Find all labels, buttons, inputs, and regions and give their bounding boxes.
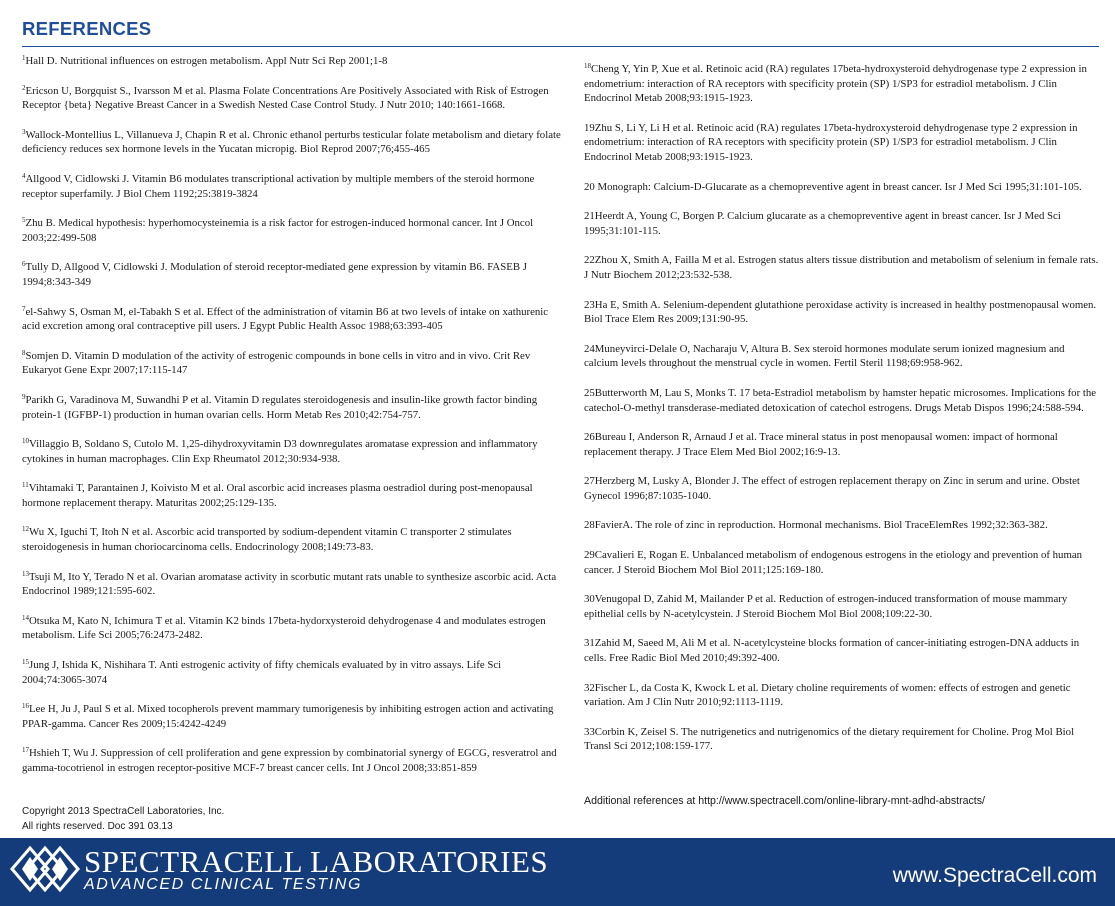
- reference-item: [22, 614, 562, 643]
- reference-number: 15: [22, 658, 29, 667]
- reference-item: [22, 437, 562, 466]
- reference-number: 7: [22, 304, 26, 313]
- reference-number: 6: [22, 260, 26, 269]
- reference-number: 10: [22, 437, 29, 446]
- reference-item: [584, 209, 1100, 238]
- reference-text: 33Corbin K, Zeisel S. The nutrigenetics and nutrigenomics of the dietary requirement for Choline. Prog Mol Biol Transl Sci 2012;108:159-177.: [584, 725, 1075, 753]
- reference-number: 2: [22, 83, 26, 92]
- reference-text: Cheng Y, Yin P, Xue et al. Retinoic acid (RA) regulates 17beta-hydroxysteroid dehydrogenase type 2 expression in endometrium: interaction of RA receptors with specificity protein (SP) 1/SP3 for estradiol metabolism. J Clin Endocrinol Metab 2008;93:1915-1923.: [584, 63, 1087, 105]
- reference-text: Wu X, Iguchi T, Itoh N et al. Ascorbic acid transported by sodium-dependent vitamin C transporter 2 stimulates steroidogenesis in human choriocarcinoma cells. Endocrinology 2008;149:73-83.: [22, 526, 512, 554]
- reference-item: [22, 172, 562, 201]
- reference-text: 24Muneyvirci-Delale O, Nacharaju V, Altura B. Sex steroid hormones modulate serum ionized magnesium and calcium levels throughout the menstrual cycle in women. Fertil Steril 1198;69:958-962.: [584, 342, 1065, 370]
- copyright-block: [22, 805, 224, 834]
- reference-item: [22, 658, 562, 687]
- reference-text: Zhu B. Medical hypothesis: hyperhomocysteinemia is a risk factor for estrogen-induced hormonal cancer. Int J Oncol 2003;22:499-508: [22, 217, 534, 244]
- reference-text: Villaggio B, Soldano S, Cutolo M. 1,25-dihydroxyvitamin D3 downregulates aromatase expression and inflammatory cytokines in human macrophages. Clin Exp Rheumatol 2012;30:934-938.: [22, 438, 538, 465]
- brand-name: SPECTRACELL LABORATORIES: [84, 844, 549, 879]
- reference-text: Allgood V, Cidlowski J. Vitamin B6 modulates transcriptional activation by multiple members of the steroid hormone receptor superfamily. J Biol Chem 1192;25:3819-3824: [22, 172, 535, 200]
- reference-text: 32Fischer L, da Costa K, Kwock L et al. Dietary choline requirements of women: effects of estrogen and genetic variation. Am J Clin Nutr 2010;92:1113-1119.: [584, 681, 1071, 709]
- reference-text: 26Bureau I, Anderson R, Arnaud J et al. Trace mineral status in post menopausal women: impact of hormonal replacement therapy. J Trace Elem Med Biol 2002;16:9-13.: [584, 431, 1058, 458]
- reference-number: 14: [22, 613, 29, 622]
- copyright-line: Copyright 2013 SpectraCell Laboratories, Inc.: [22, 806, 225, 817]
- reference-text: Otsuka M, Kato N, Ichimura T et al. Vitamin K2 binds 17beta-hydorxysteroid dehydrogenase 4 and modulates estrogen metabolism. Life Sci 2005;76:2473-2482.: [22, 614, 546, 642]
- reference-item: [584, 386, 1100, 415]
- reference-item: [584, 518, 1100, 533]
- reference-item: [584, 725, 1100, 754]
- reference-item: [22, 525, 562, 554]
- reference-item: [22, 128, 562, 157]
- reference-text: el-Sahwy S, Osman M, el-Tabakh S et al. Effect of the administration of vitamin B6 at two levels of intake on xathurenic acid excretion among oral contraceptive pill users. J Egypt Public Health Assoc 1988;63:393-405: [22, 305, 549, 333]
- reference-text: 28FavierA. The role of zinc in reproduction. Hormonal mechanisms. Biol TraceElemRes 1992;32:363-382.: [584, 519, 1048, 532]
- reference-text: Lee H, Ju J, Paul S et al. Mixed tocopherols prevent mammary tumorigenesis by inhibiting estrogen action and activating PPAR-gamma. Cancer Res 2009;15:4242-4249: [22, 703, 554, 730]
- reference-text: 25Butterworth M, Lau S, Monks T. 17 beta-Estradiol metabolism by hamster hepatic microsomes. Implications for the catechol-O-methyl transderase-mediated detoxication of catechol estrogens. Drugs Metab Dispos 1996;24:588-594.: [584, 386, 1097, 414]
- reference-item: [584, 636, 1100, 665]
- document-id-line: All rights reserved. Doc 391 03.13: [22, 820, 173, 832]
- reference-number: 8: [22, 348, 26, 357]
- reference-text: Hall D. Nutritional influences on estrogen metabolism. Appl Nutr Sci Rep 2001;1-8: [25, 55, 388, 67]
- reference-text: 29Cavalieri E, Rogan E. Unbalanced metabolism of endogenous estrogens in the etiology and prevention of human cancer. J Steroid Biochem Mol Biol 2011;125:169-180.: [584, 549, 1083, 576]
- references-right-column: [584, 62, 1100, 769]
- reference-text: Parikh G, Varadinova M, Suwandhi P et al. Vitamin D regulates steroidogenesis and insulin-like growth factor binding protein-1 (IGFBP-1) production in human ovarian cells. Horm Metab Res 2010;42:754-757.: [22, 393, 538, 421]
- references-left-column: [22, 54, 562, 791]
- reference-text: Jung J, Ishida K, Nishihara T. Anti estrogenic activity of fifty chemicals evaluated by in vitro assays. Life Sci 2004;74:3065-3074: [22, 659, 502, 686]
- reference-number: 9: [22, 392, 26, 401]
- reference-text: Vihtamaki T, Parantainen J, Koivisto M et al. Oral ascorbic acid increases plasma oestradiol during post-menopausal hormone replacement therapy. Maturitas 2002;25:129-135.: [22, 482, 533, 509]
- reference-number: 4: [22, 171, 26, 180]
- reference-item: [584, 253, 1100, 282]
- reference-item: [22, 54, 562, 69]
- footer-banner: [0, 838, 1115, 906]
- reference-number: 11: [22, 481, 29, 490]
- reference-text: 21Heerdt A, Young C, Borgen P. Calcium glucarate as a chemopreventive agent in breast cancer. Isr J Med Sci 1995;31:101-115.: [584, 210, 1061, 237]
- reference-item: [584, 681, 1100, 710]
- page-title: REFERENCES: [22, 18, 152, 39]
- reference-text: Somjen D. Vitamin D modulation of the activity of estrogenic compounds in bone cells in vitro and in vivo. Crit Rev Eukaryot Gene Expr 2007;17:115-147: [22, 349, 531, 377]
- reference-item: [584, 430, 1100, 459]
- reference-item: [584, 474, 1100, 503]
- reference-item: [584, 592, 1100, 621]
- reference-item: [22, 746, 562, 775]
- reference-item: [22, 260, 562, 289]
- reference-number: 12: [22, 525, 29, 534]
- reference-text: Ericson U, Borgquist S., Ivarsson M et al. Plasma Folate Concentrations Are Positively Associated with Risk of Estrogen Receptor {beta} Negative Breast Cancer in a Swedish Nested Case Control Study. J Nutr 2010; 140:1661-1668.: [22, 84, 549, 112]
- reference-item: [584, 180, 1100, 195]
- reference-item: [22, 305, 562, 334]
- reference-item: [22, 216, 562, 245]
- reference-text: Tsuji M, Ito Y, Terado N et al. Ovarian aromatase activity in scorbutic mutant rats unable to synthesize ascorbic acid. Acta Endocrinol 1989;121:595-602.: [22, 570, 557, 598]
- reference-text: 27Herzberg M, Lusky A, Blonder J. The effect of estrogen replacement therapy on Zinc in serum and urine. Obstet Gynecol 1996;87:1035-1040.: [584, 475, 1080, 502]
- spectracell-diamond-logo-icon: [10, 844, 80, 894]
- reference-number: 18: [584, 62, 591, 70]
- reference-item: [584, 62, 1100, 106]
- website-link[interactable]: www.SpectraCell.com: [892, 864, 1097, 887]
- reference-item: [22, 393, 562, 422]
- reference-number: 13: [22, 569, 29, 578]
- reference-text: 30Venugopal D, Zahid M, Mailander P et al. Reduction of estrogen-induced transformation of mouse mammary epithelial cells by N-acetylcystein. J Steroid Biochem Mol Biol 2008;109:22-30.: [584, 593, 1068, 620]
- reference-item: [584, 342, 1100, 371]
- reference-text: Wallock-Montellius L, Villanueva J, Chapin R et al. Chronic ethanol perturbs testicular folate metabolism and dietary folate deficiency reduces sex hormone levels in the Yucatan micropig. Biol Reprod 2007;76;455-465: [22, 128, 561, 156]
- reference-text: Hshieh T, Wu J. Suppression of cell proliferation and gene expression by combinatorial synergy of EGCG, resveratrol and gamma-tocotrienol in estrogen receptor-positive MCF-7 breast cancer cells. Int J Oncol 2008;33:851-859: [22, 747, 557, 774]
- reference-item: [584, 121, 1100, 165]
- reference-text: 20 Monograph: Calcium-D-Glucarate as a chemopreventive agent in breast cancer. Isr J Med Sci 1995;31:101-105.: [584, 180, 1082, 193]
- reference-text: 22Zhou X, Smith A, Failla M et al. Estrogen status alters tissue distribution and metabolism of selenium in female rats. J Nutr Biochem 2012;23:532-538.: [584, 254, 1099, 281]
- reference-text: 31Zahid M, Saeed M, Ali M et al. N-acetylcysteine blocks formation of cancer-initiating estrogen-DNA adducts in cells. Free Radic Biol Med 2010;49:392-400.: [584, 637, 1080, 665]
- reference-item: [584, 548, 1100, 577]
- reference-text: 23Ha E, Smith A. Selenium-dependent glutathione peroxidase activity is increased in healthy postmenopausal women. Biol Trace Elem Res 2009;131:90-95.: [584, 298, 1097, 326]
- brand-tagline: ADVANCED CLINICAL TESTING: [84, 876, 362, 893]
- reference-item: [22, 481, 562, 510]
- reference-text: Tully D, Allgood V, Cidlowski J. Modulation of steroid receptor-mediated gene expression by vitamin B6. FASEB J 1994;8:343-349: [22, 261, 527, 288]
- reference-text: 19Zhu S, Li Y, Li H et al. Retinoic acid (RA) regulates 17beta-hydroxysteroid dehydrogenase type 2 expression in endometrium: interaction of RA receptors with specificity protein (SP) 1/SP3 for estradiol metabolism. J Clin Endocrinol Metab 2008;93:1915-1923.: [584, 121, 1078, 163]
- reference-item: [22, 349, 562, 378]
- reference-item: [22, 84, 562, 113]
- reference-item: [22, 570, 562, 599]
- reference-number: 3: [22, 127, 26, 136]
- reference-number: 17: [22, 746, 29, 755]
- reference-number: 1: [22, 54, 26, 62]
- title-divider: [22, 46, 1099, 47]
- additional-references-link[interactable]: Additional references at http://www.spectracell.com/online-library-mnt-adhd-abstracts/: [584, 795, 985, 807]
- reference-number: 5: [22, 216, 26, 225]
- reference-item: [22, 702, 562, 731]
- reference-item: [584, 298, 1100, 327]
- reference-number: 16: [22, 702, 29, 711]
